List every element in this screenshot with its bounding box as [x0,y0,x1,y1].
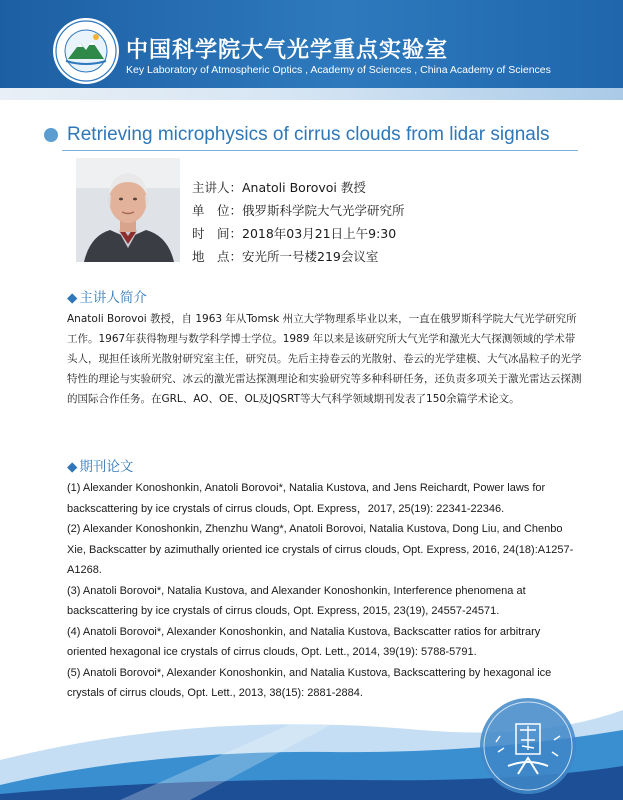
publication-item: (4) Anatoli Borovoi*, Alexander Konoshonkin, and Natalia Kustova, Backscatter ratios for arbitrary oriented hexagonal ice crystals of cirrus clouds, Opt. Lett., 2014, 39(19): 5788-5791. [67,625,541,658]
info-unit-label: 单 位： [192,203,243,218]
publication-item: (2) Alexander Konoshonkin, Zhenzhu Wang*, Anatoli Borovoi, Natalia Kustova, Dong Liu, and Chenbo Xie, Backscatter by azimuthally oriented ice crystals of cirrus clouds, Opt. Express, 2016, 24(18):A1257-A1268. [67,523,574,576]
bio-heading [67,286,147,306]
header-title-cn: 中国科学院大气光学重点实验室 [126,38,449,63]
info-speaker-label: 主讲人： [192,180,243,195]
talk-info [192,176,405,268]
calligraphy-seal-icon [478,696,578,796]
publication-item: (3) Anatoli Borovoi*, Natalia Kustova, and Alexander Konoshonkin, Interference phenomena at backscattering by ice crystals of cirrus clouds, Opt. Express, 2015, 23(19), 24557-24571. [67,584,526,617]
bio-heading-text: 主讲人简介 [79,290,147,306]
talk-title: Retrieving microphysics of cirrus clouds from lidar signals [67,124,550,145]
info-speaker [192,176,405,199]
info-speaker-value: Anatoli Borovoi 教授 [242,180,366,195]
publications-heading-text: 期刊论文 [79,459,134,475]
lab-logo-icon [52,17,120,85]
diamond-bullet-icon: ◆ [67,290,78,306]
title-underline [62,150,578,151]
info-time-label: 时 间： [192,226,243,241]
publication-item: (5) Anatoli Borovoi*, Alexander Konoshonkin, and Natalia Kustova, Backscattering by hexagonal ice crystals of cirrus clouds, Opt. Lett., 2013, 38(15): 2881-2884. [67,666,552,699]
info-time-value: 2018年03月21日上午9:30 [242,226,397,241]
header-band [0,0,623,100]
bio-paragraph: Anatoli Borovoi 教授，自 1963 年从Tomsk 州立大学物理系毕业以来，一直在俄罗斯科学院大气光学研究所工作。1967年获得物理与数学科学博士学位。1989 年以来是该研究所大气光学和激光大气探测领域的学术带头人，现担任该所光散射研究室主任，研究员。先后主持卷云的光散射、卷云的光学建模、大气冰晶粒子的光学特性的理论与实验研究、冰云的激光雷达探测理论和实验研究等多种科研任务，还负责多项关于激光雷达云探测的国际合作任务。在GRL、AO、OE、OL及JQSRT等大气科学领域期刊发表了150余篇学术论文。 [67,313,582,405]
info-place [192,245,405,268]
publications-list [67,478,583,704]
diamond-bullet-icon: ◆ [67,459,78,475]
info-place-label: 地 点： [192,249,243,264]
header-title-en: Key Laboratory of Atmospheric Optics , Academy of Sciences , China Academy of Sciences [126,64,551,76]
publications-heading [67,455,133,475]
info-unit [192,199,405,222]
info-place-value: 安光所一号楼219会议室 [242,249,379,264]
speaker-portrait-icon [76,158,180,262]
publication-item: (1) Alexander Konoshonkin, Anatoli Borovoi*, Natalia Kustova, and Jens Reichardt, Power laws for backscattering by ice crystals of cirrus clouds, Opt. Express，2017, 25(19): 22341-22346. [67,482,546,515]
bio-text-block [67,309,583,409]
info-time [192,222,405,245]
info-unit-value: 俄罗斯科学院大气光学研究所 [242,203,405,218]
speaker-photo [76,158,180,262]
title-bullet-dot [44,128,58,142]
